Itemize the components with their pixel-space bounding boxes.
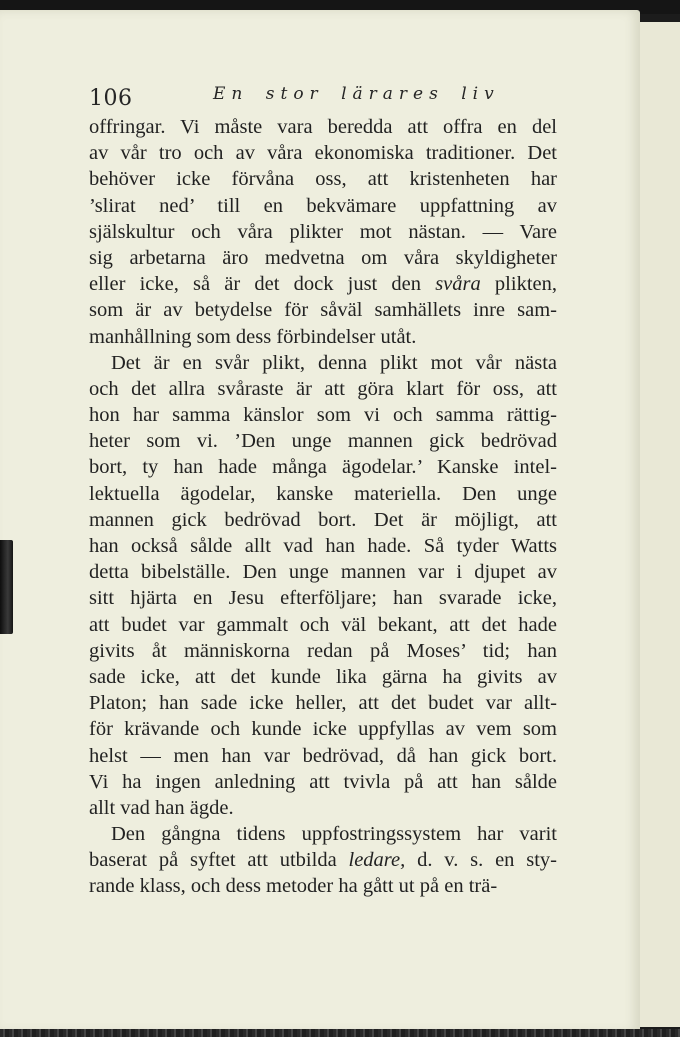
text-segment: Platon; han sade icke heller, att det budet var allt- (89, 692, 557, 715)
text-segment: han också sålde allt vad han hade. Så tyder Watts (89, 535, 557, 557)
text-segment: givits åt människorna redan på Moses’ tid; han (89, 639, 557, 662)
text-line (89, 585, 557, 611)
text-line (89, 873, 557, 899)
text-segment: för krävande och kunde icke uppfyllas av vem som (89, 718, 557, 741)
text-line (89, 193, 557, 219)
text-segment: behöver icke förvåna oss, att kristenheten har (89, 168, 557, 191)
text-segment: rande klass, och dess metoder ha gått ut på en trä- (89, 875, 498, 898)
text-segment: Den gångna tidens uppfostringssystem har varit (111, 823, 557, 846)
text-line (89, 795, 557, 821)
paragraph (89, 821, 557, 900)
page-header (89, 82, 559, 112)
paragraph (89, 350, 557, 821)
text-line (89, 533, 557, 559)
text-line (89, 664, 557, 690)
text-line (89, 743, 557, 769)
body-text (89, 114, 557, 900)
text-line (89, 716, 557, 742)
italic-text: ledare, (348, 849, 406, 872)
text-segment: ’slirat ned’ till en bekvämare uppfattning av (89, 194, 557, 217)
text-segment: d. v. s. en sty- (405, 849, 557, 872)
italic-text: svåra (435, 273, 481, 296)
text-segment: själskultur och våra plikter mot nästan. — Vare (89, 220, 557, 243)
text-line (89, 847, 557, 873)
text-line (89, 140, 557, 166)
text-line (89, 114, 557, 140)
text-segment: plikten, (480, 273, 557, 296)
adjacent-page-edge (636, 22, 680, 1027)
text-segment: sade icke, att det kunde lika gärna ha givits av (89, 665, 557, 688)
text-line (89, 376, 557, 402)
binder-clip (0, 540, 13, 634)
page-number: 106 (89, 86, 133, 111)
text-segment: mannen gick bedrövad bort. Det är möjligt, att (89, 508, 557, 531)
text-segment: eller icke, så är det dock just den (89, 273, 436, 296)
text-segment: helst — men han var bedrövad, då han gick bort. (89, 744, 557, 767)
text-line (89, 324, 557, 350)
text-line (89, 769, 557, 795)
text-line (89, 612, 557, 638)
text-line (89, 402, 557, 428)
text-segment: lektuella ägodelar, kanske materiella. Den unge (89, 482, 557, 505)
text-segment: allt vad han ägde. (89, 796, 234, 819)
text-line (89, 271, 557, 297)
text-segment: bort, ty han hade många ägodelar.’ Kanske intel- (89, 456, 557, 479)
text-segment: av vår tro och av våra ekonomiska traditioner. Det (89, 142, 557, 165)
running-title: En stor lärares liv (213, 84, 500, 104)
text-segment: baserat på syftet att utbilda (89, 849, 349, 872)
text-line (89, 690, 557, 716)
text-line (89, 297, 557, 323)
scan-bottom-edge (0, 1029, 680, 1037)
text-segment: sitt hjärta en Jesu efterföljare; han svarade icke, (89, 587, 557, 610)
text-segment: att budet var gammalt och väl bekant, att det hade (89, 613, 557, 636)
paragraph (89, 114, 557, 350)
text-line (89, 638, 557, 664)
text-segment: Det är en svår plikt, denna plikt mot vår nästa (111, 351, 557, 374)
text-line (89, 481, 557, 507)
text-segment: och det allra svåraste är att göra klart för oss, att (89, 377, 557, 400)
text-segment: manhållning som dess förbindelser utåt. (89, 325, 417, 348)
text-line (89, 350, 557, 376)
text-segment: hon har samma känslor som vi och samma rättig- (89, 404, 557, 427)
text-segment: Vi ha ingen anledning att tvivla på att han sålde (89, 770, 557, 793)
text-line (89, 821, 557, 847)
text-line (89, 166, 557, 192)
text-segment: heter som vi. ’Den unge mannen gick bedrövad (89, 430, 557, 453)
text-line (89, 454, 557, 480)
text-line (89, 245, 557, 271)
text-line (89, 428, 557, 454)
text-line (89, 507, 557, 533)
text-line (89, 219, 557, 245)
text-segment: detta bibelställe. Den unge mannen var i djupet av (89, 561, 557, 584)
text-segment: offringar. Vi måste vara beredda att offra en del (89, 116, 557, 138)
text-line (89, 559, 557, 585)
text-segment: som är av betydelse för såväl samhällets inre sam- (89, 299, 557, 322)
text-segment: sig arbetarna äro medvetna om våra skyldigheter (89, 246, 557, 269)
